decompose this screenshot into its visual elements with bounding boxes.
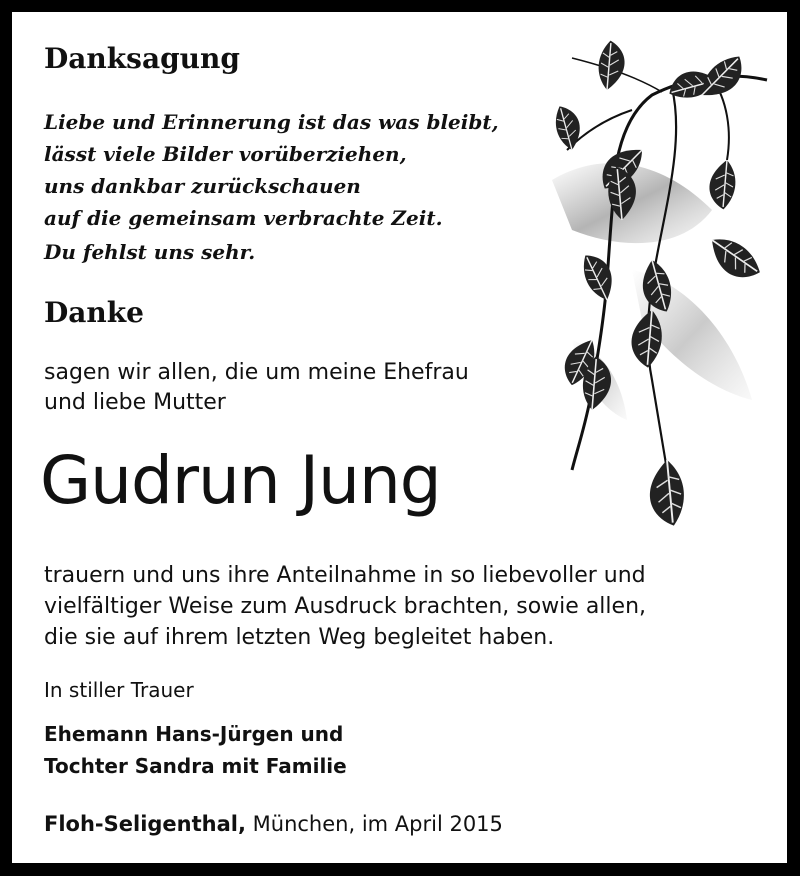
poem-line: uns dankbar zurückschauen [44, 174, 361, 198]
body-line: die sie auf ihrem letzten Weg begleitet haben. [44, 625, 555, 650]
poem-line: auf die gemeinsam verbrachte Zeit. [44, 206, 443, 230]
place-date [44, 812, 503, 836]
mourning-line: In stiller Trauer [44, 678, 194, 702]
place-rest: München, im April 2015 [245, 812, 503, 836]
place-bold: Floh-Seligenthal, [44, 812, 246, 836]
body-line: trauern und uns ihre Anteilnahme in so liebevoller und [44, 563, 646, 588]
body-line: vielfältiger Weise zum Ausdruck brachten, sowie allen, [44, 594, 647, 619]
poem [44, 106, 499, 234]
missing-line: Du fehlst uns sehr. [44, 240, 256, 264]
family-signature [44, 718, 347, 782]
family-line: Tochter Sandra mit Familie [44, 754, 347, 778]
poem-line: Liebe und Erinnerung ist das was bleibt, [44, 110, 499, 134]
heading-danksagung: Danksagung [44, 42, 240, 75]
intro-text [44, 358, 469, 418]
deceased-name: Gudrun Jung [40, 442, 441, 519]
family-line: Ehemann Hans-Jürgen und [44, 722, 344, 746]
poem-line: lässt viele Bilder vorüberziehen, [44, 142, 407, 166]
body-text [44, 560, 646, 653]
intro-line: sagen wir allen, die um meine Ehefrau [44, 360, 469, 385]
birch-branch-icon [512, 40, 772, 540]
obituary-card [12, 12, 787, 863]
intro-line: und liebe Mutter [44, 390, 226, 415]
heading-danke: Danke [44, 296, 144, 329]
